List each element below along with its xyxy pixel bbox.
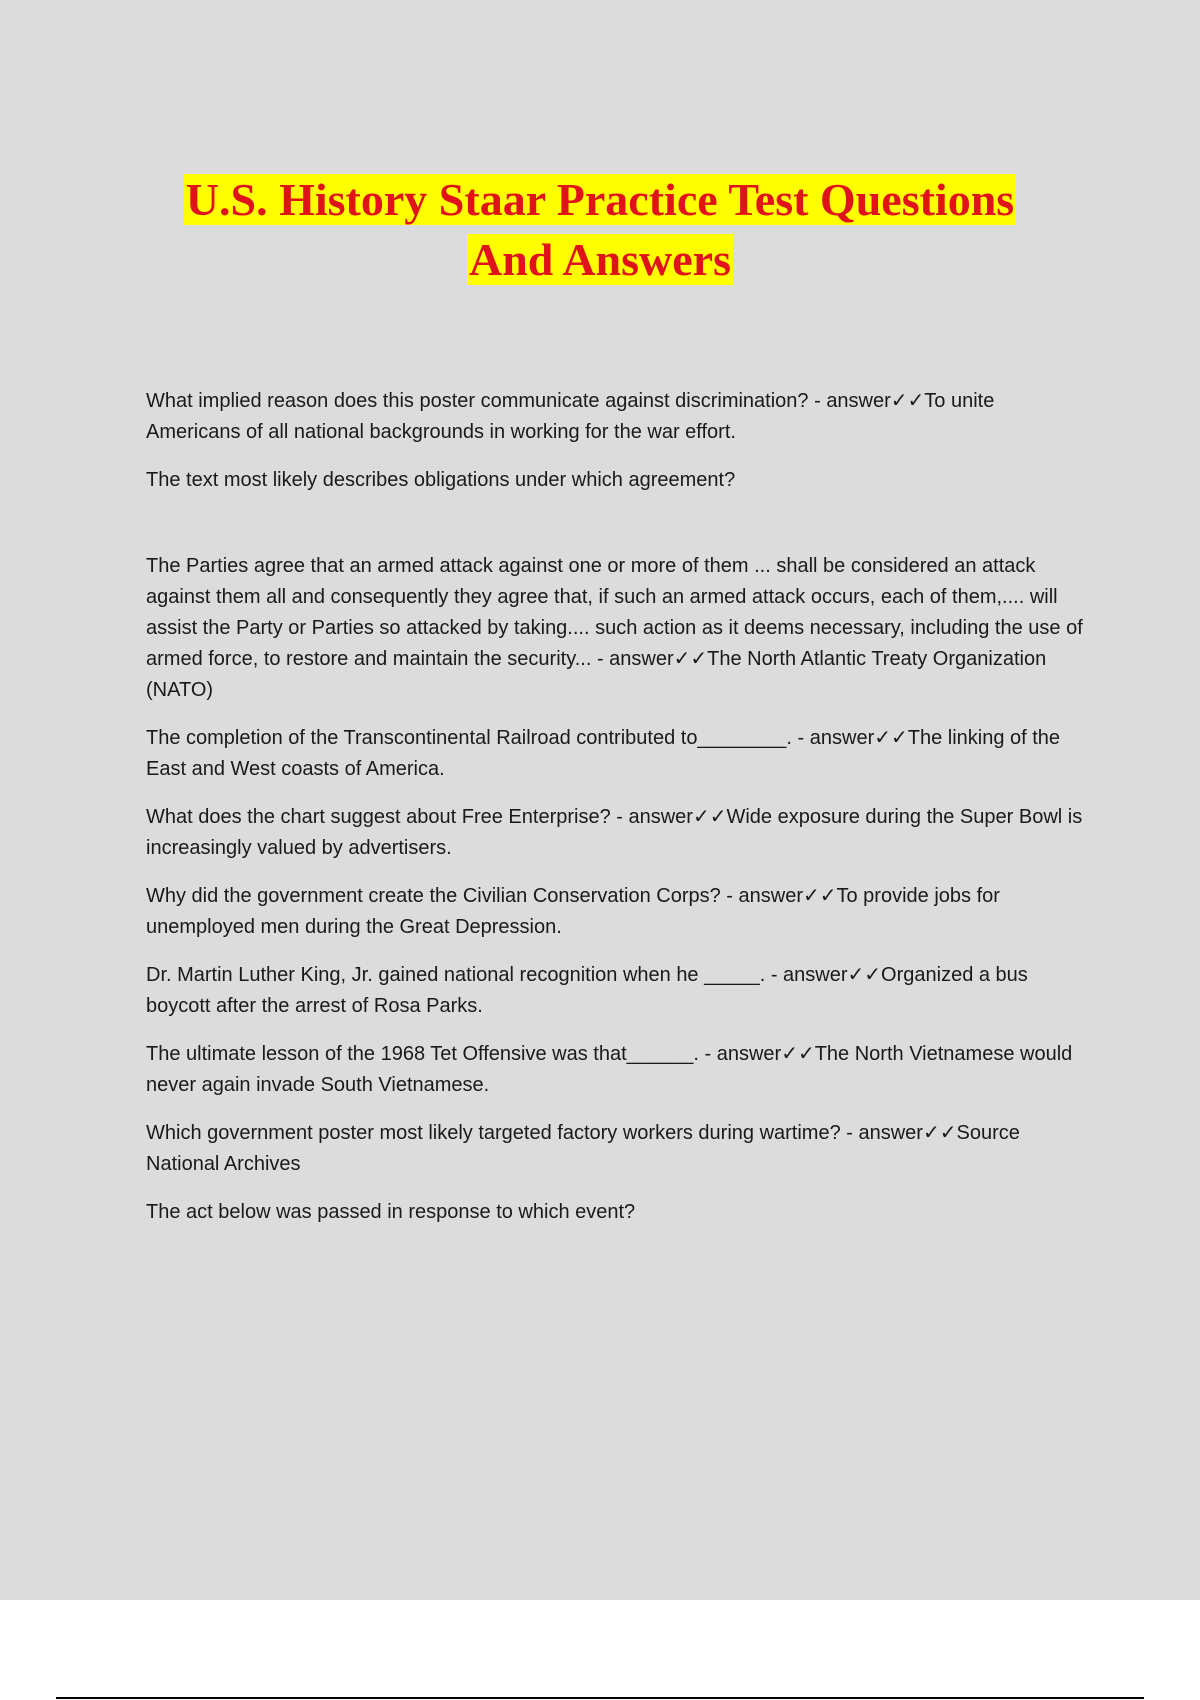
question-mlk: Dr. Martin Luther King, Jr. gained national recognition when he _____. - answer✓✓Organized a bus boycott after the arrest of Rosa Parks. [146,964,1028,1017]
question-free-enterprise: What does the chart suggest about Free Enterprise? - answer✓✓Wide exposure during the Super Bowl is increasingly valued by advertisers. [146,806,1083,859]
question-act-event: The act below was passed in response to which event? [146,1201,636,1223]
page-title [0,170,1200,290]
question-agreement: The text most likely describes obligations under which agreement? [146,469,736,491]
question-transcontinental-railroad: The completion of the Transcontinental Railroad contributed to________. - answer✓✓The linking of the East and West coasts of America. [146,727,1061,780]
title-line-1-text: U.S. History Staar Practice Test Questions [185,174,1015,225]
document-body [146,386,1086,1245]
question-tet-offensive: The ultimate lesson of the 1968 Tet Offensive was that______. - answer✓✓The North Vietnamese would never again invade South Vietnamese. [146,1043,1073,1096]
title-line-1 [0,170,1200,230]
title-line-2 [0,230,1200,290]
question-poster-discrimination: What implied reason does this poster communicate against discrimination? - answer✓✓To unite Americans of all national backgrounds in working for the war effort. [146,390,995,443]
footer-divider [56,1697,1144,1699]
question-civilian-conservation-corps: Why did the government create the Civilian Conservation Corps? - answer✓✓To provide jobs for unemployed men during the Great Depression. [146,885,1000,938]
title-line-2-text: And Answers [468,234,731,285]
question-factory-poster: Which government poster most likely targeted factory workers during wartime? - answer✓✓Source National Archives [146,1122,1020,1175]
question-nato-text: The Parties agree that an armed attack against one or more of them ... shall be considered an attack against them all and consequently they agree that, if such an armed attack occurs, each of them,.... will assist the Party or Parties so attacked by taking.... such action as it deems necessary, including the use of armed force, to restore and maintain the security... - answer✓✓The North Atlantic Treaty Organization (NATO) [146,555,1083,701]
